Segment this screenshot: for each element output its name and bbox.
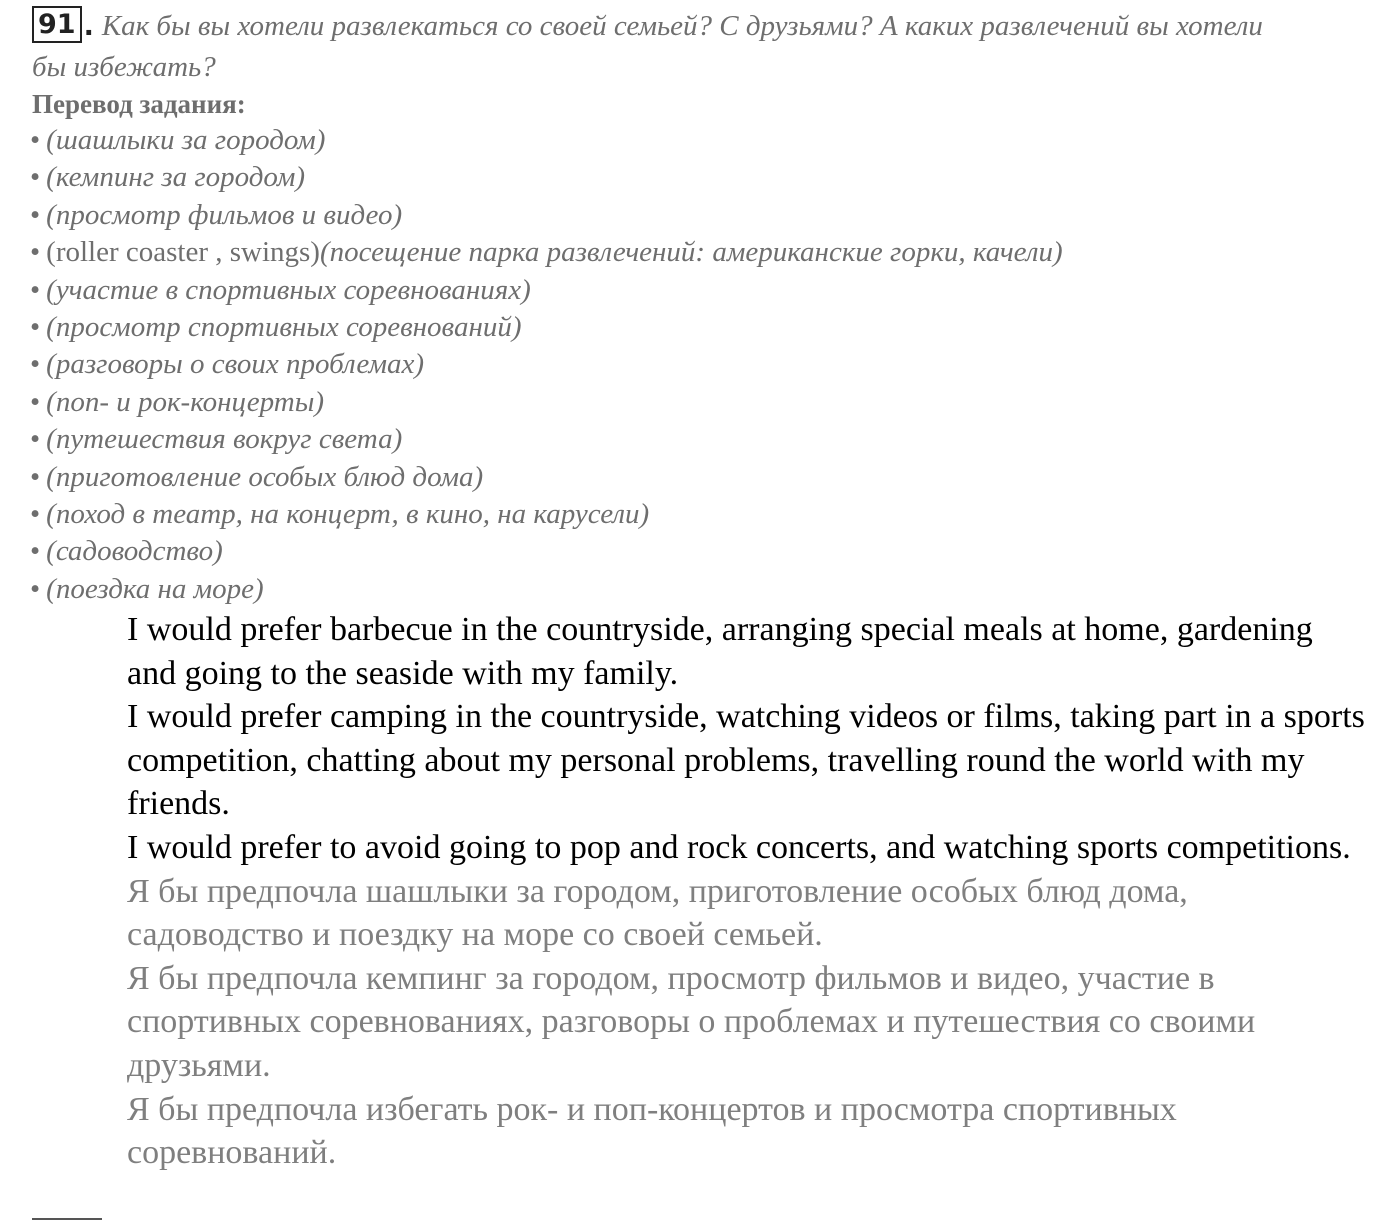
list-item [30,384,1063,421]
bullet-icon: • [30,535,41,568]
list-item [30,159,1063,196]
bullet-icon: • [30,572,41,605]
answer-english-avoid: I would prefer to avoid going to pop and rock concerts, and watching sports competitions. [127,828,1351,866]
bullet-icon: • [30,460,41,493]
list-item [30,234,1063,271]
list-item [30,122,1063,159]
list-item [30,421,1063,458]
footer-divider [32,1218,102,1220]
list-item-russian: (участие в спортивных соревнованиях) [46,273,531,306]
answer-russian-avoid: Я бы предпочла избегать рок- и поп-концертов и просмотра спортивных соревнований. [127,1090,1177,1172]
list-item-russian: (просмотр спортивных соревнований) [46,310,522,343]
answer-block [127,608,1367,1175]
list-item [30,496,1063,533]
list-item [30,571,1063,608]
bullet-icon: • [30,198,41,231]
task-number-dot: . [83,11,94,42]
answer-russian-family: Я бы предпочла шашлыки за городом, приготовление особых блюд дома, садоводство и поездку на море со своей семьей. [127,872,1188,954]
list-item-russian: (посещение парка развлечений: американские горки, качели) [319,236,1063,269]
task-number-box: 91 [32,6,82,43]
bullet-icon: • [30,310,41,343]
answer-russian-friends: Я бы предпочла кемпинг за городом, просмотр фильмов и видео, участие в спортивных соревнованиях, разговоры о проблемах и путешествия со своими друзьями. [127,959,1256,1084]
list-item [30,459,1063,496]
task-header [32,6,1292,87]
list-item-russian: (садоводство) [46,535,223,568]
list-item [30,197,1063,234]
bullet-icon: • [30,273,41,306]
list-item [30,272,1063,309]
activity-list [30,122,1063,608]
list-item-russian: (приготовление особых блюд дома) [46,460,484,493]
task-question: Как бы вы хотели развлекаться со своей семьей? С друзьями? А каких развлечений вы хотели бы избежать? [32,10,1263,83]
list-item-russian: (кемпинг за городом) [46,161,305,194]
bullet-icon: • [30,124,41,156]
list-item [30,309,1063,346]
answer-english-friends: I would prefer camping in the countryside, watching videos or films, taking part in a sports competition, chatting about my personal problems, travelling round the world with my friends. [127,698,1365,823]
list-item [30,533,1063,570]
bullet-icon: • [30,348,41,381]
list-item-russian: (просмотр фильмов и видео) [46,198,403,231]
list-item-russian: (путешествия вокруг света) [46,423,403,456]
list-item-russian: (поход в театр, на концерт, в кино, на карусели) [46,497,650,530]
list-item-english: (roller coaster , swings) [46,236,320,269]
bullet-icon: • [30,497,41,530]
list-item-russian: (шашлыки за городом) [46,124,326,156]
bullet-icon: • [30,161,41,194]
list-item-russian: (поп- и рок-концерты) [46,385,324,418]
list-item-russian: (поездка на море) [46,572,264,605]
list-item [30,346,1063,383]
translation-heading: Перевод задания: [32,89,246,119]
answer-english-family: I would prefer barbecue in the countryside, arranging special meals at home, gardening and going to the seaside with my family. [127,611,1313,692]
bullet-icon: • [30,385,41,418]
bullet-icon: • [30,423,41,456]
bullet-icon: • [30,236,41,269]
list-item-russian: (разговоры о своих проблемах) [46,348,425,381]
